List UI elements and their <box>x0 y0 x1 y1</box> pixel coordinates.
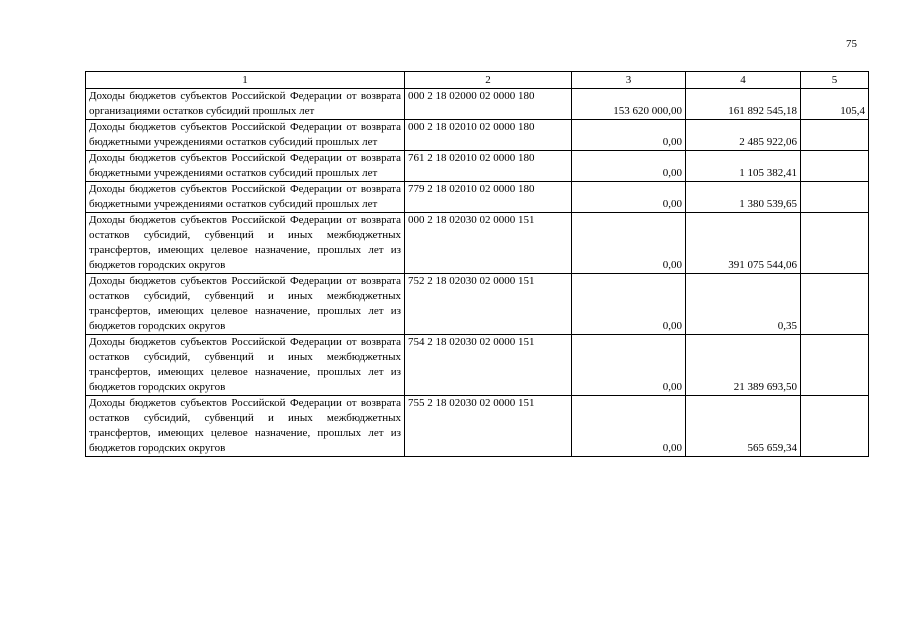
percent-cell <box>801 335 869 396</box>
budget-code-cell: 754 2 18 02030 02 0000 151 <box>405 335 572 396</box>
header-col-5: 5 <box>801 72 869 89</box>
table-row <box>86 274 869 335</box>
plan-amount-cell: 0,00 <box>572 335 686 396</box>
table-row <box>86 213 869 274</box>
table-row <box>86 335 869 396</box>
budget-code-cell: 000 2 18 02010 02 0000 180 <box>405 120 572 151</box>
budget-code-cell: 779 2 18 02010 02 0000 180 <box>405 182 572 213</box>
table-header-row <box>86 72 869 89</box>
table-row <box>86 396 869 457</box>
header-col-4: 4 <box>686 72 801 89</box>
revenue-name-cell: Доходы бюджетов субъектов Российской Федерации от возврата бюджетными учреждениями остатков субсидий прошлых лет <box>86 120 405 151</box>
header-col-1: 1 <box>86 72 405 89</box>
revenue-name-cell: Доходы бюджетов субъектов Российской Федерации от возврата остатков субсидий, субвенций и иных межбюджетных трансфертов, имеющих целевое назначение, прошлых лет из бюджетов городских округов <box>86 274 405 335</box>
actual-amount-cell: 391 075 544,06 <box>686 213 801 274</box>
table-row <box>86 182 869 213</box>
plan-amount-cell: 0,00 <box>572 396 686 457</box>
revenue-name-cell: Доходы бюджетов субъектов Российской Федерации от возврата остатков субсидий, субвенций и иных межбюджетных трансфертов, имеющих целевое назначение, прошлых лет из бюджетов городских округов <box>86 396 405 457</box>
actual-amount-cell: 2 485 922,06 <box>686 120 801 151</box>
budget-code-cell: 000 2 18 02030 02 0000 151 <box>405 213 572 274</box>
actual-amount-cell: 565 659,34 <box>686 396 801 457</box>
plan-amount-cell: 0,00 <box>572 151 686 182</box>
percent-cell: 105,4 <box>801 89 869 120</box>
budget-revenue-table <box>85 71 869 457</box>
revenue-name-cell: Доходы бюджетов субъектов Российской Федерации от возврата бюджетными учреждениями остатков субсидий прошлых лет <box>86 182 405 213</box>
table-row <box>86 120 869 151</box>
table-row <box>86 151 869 182</box>
budget-code-cell: 000 2 18 02000 02 0000 180 <box>405 89 572 120</box>
percent-cell <box>801 182 869 213</box>
plan-amount-cell: 0,00 <box>572 182 686 213</box>
budget-code-cell: 752 2 18 02030 02 0000 151 <box>405 274 572 335</box>
revenue-name-cell: Доходы бюджетов субъектов Российской Федерации от возврата организациями остатков субсидий прошлых лет <box>86 89 405 120</box>
table-row <box>86 89 869 120</box>
header-col-2: 2 <box>405 72 572 89</box>
actual-amount-cell: 1 105 382,41 <box>686 151 801 182</box>
budget-code-cell: 761 2 18 02010 02 0000 180 <box>405 151 572 182</box>
percent-cell <box>801 396 869 457</box>
percent-cell <box>801 120 869 151</box>
plan-amount-cell: 0,00 <box>572 274 686 335</box>
revenue-name-cell: Доходы бюджетов субъектов Российской Федерации от возврата остатков субсидий, субвенций и иных межбюджетных трансфертов, имеющих целевое назначение, прошлых лет из бюджетов городских округов <box>86 335 405 396</box>
page-number: 75 <box>846 38 857 50</box>
plan-amount-cell: 0,00 <box>572 213 686 274</box>
actual-amount-cell: 21 389 693,50 <box>686 335 801 396</box>
budget-code-cell: 755 2 18 02030 02 0000 151 <box>405 396 572 457</box>
revenue-name-cell: Доходы бюджетов субъектов Российской Федерации от возврата бюджетными учреждениями остатков субсидий прошлых лет <box>86 151 405 182</box>
percent-cell <box>801 151 869 182</box>
header-col-3: 3 <box>572 72 686 89</box>
percent-cell <box>801 213 869 274</box>
percent-cell <box>801 274 869 335</box>
plan-amount-cell: 153 620 000,00 <box>572 89 686 120</box>
actual-amount-cell: 1 380 539,65 <box>686 182 801 213</box>
revenue-name-cell: Доходы бюджетов субъектов Российской Федерации от возврата остатков субсидий, субвенций и иных межбюджетных трансфертов, имеющих целевое назначение, прошлых лет из бюджетов городских округов <box>86 213 405 274</box>
plan-amount-cell: 0,00 <box>572 120 686 151</box>
actual-amount-cell: 0,35 <box>686 274 801 335</box>
actual-amount-cell: 161 892 545,18 <box>686 89 801 120</box>
